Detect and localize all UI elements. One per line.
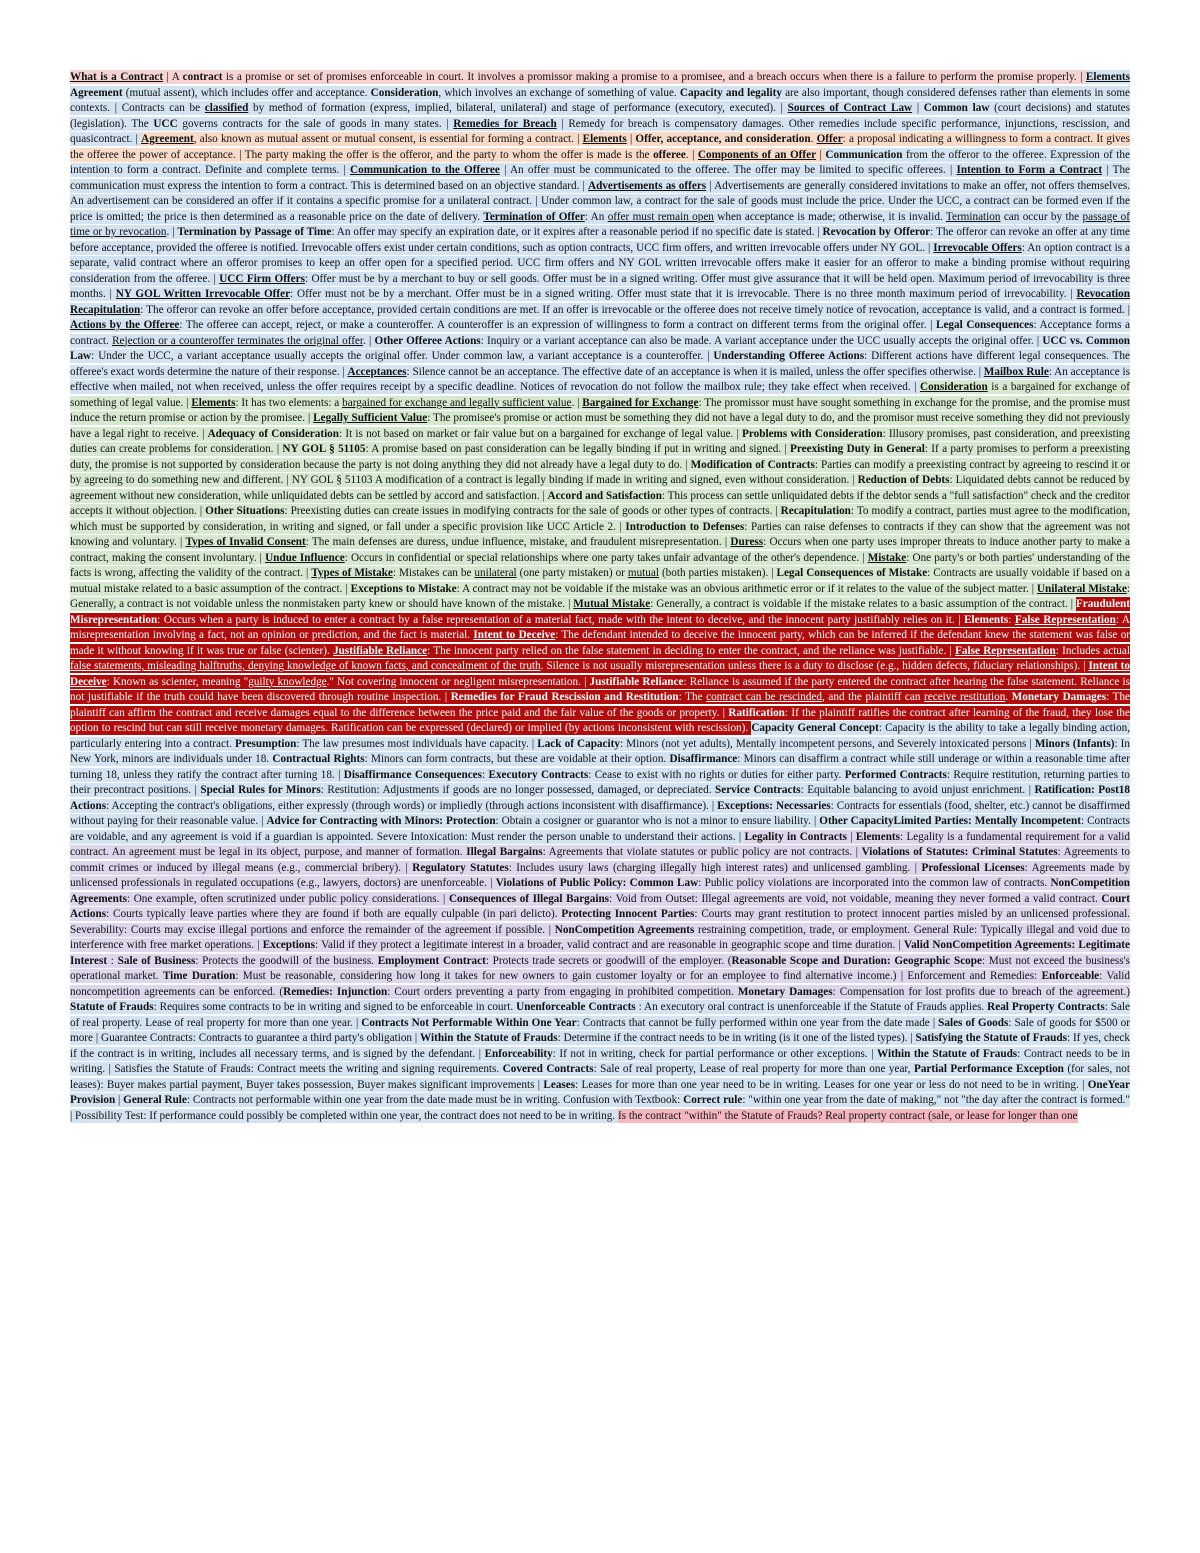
section-heading: Professional Licenses <box>921 861 1025 874</box>
body-text: : Contracts are voidable, and any agreement is void if a guardian is appointed. Severe Intoxication: Must render the person unable to understand their actions. | <box>70 815 1130 843</box>
body-text: : The promisee's promise or action must be something they did not have a legal duty to do, and the promisor must receive something they did not previously have a legal right to receive. | <box>70 412 1130 440</box>
body-text: : An option contract is a separate, valid contract where an offeror promises to keep an offer open for a specified period. UCC firm offers and NY GOL written irrevocable offers make it easier for an offeror to make a binding promise without requiring consideration from the offeree. | <box>70 241 1131 285</box>
body-text: : a proposal indicating a willingness to form a contract. It gives the offeree the power of acceptance. | The party making the offer is the offeror, and the party to whom the offer is made is the <box>70 133 1130 161</box>
section-heading: Adequacy of Consideration <box>207 427 339 440</box>
body-text: : Valid if they protect a legitimate interest in a broader, valid contract and are reasonable in geographic scope and time duration. | <box>314 939 905 951</box>
body-text: : Capacity is the ability to take a legally binding action, particularly entering into a contract. <box>70 722 1131 750</box>
section-heading: Consideration <box>919 381 988 393</box>
section-heading: Mutual Mistake <box>573 598 651 610</box>
body-text: are also important, though considered defenses rather than elements in some contexts. | Contracts can be <box>70 86 1131 114</box>
body-text: : Inquiry or a variant acceptance can also be made. A variant acceptance under the UCC usually accepts the original offer. | <box>480 334 1043 347</box>
section-heading: Introduction to Defenses <box>625 520 745 533</box>
body-text: : Includes usury laws (charging illegally high interest rates) and unlicensed gambling. | <box>508 861 922 874</box>
body-text: passage of time or by revocation <box>70 210 1130 238</box>
section-heading: Communication to the Offeree <box>350 164 500 176</box>
section-heading: NonCompetition Agreements <box>554 923 695 936</box>
section-heading: False Representation <box>955 644 1056 657</box>
section-heading: Statute of Frauds <box>70 1001 154 1013</box>
section-heading: Sources of Contract Law <box>787 102 913 114</box>
body-text: , and the plaintiff can <box>822 691 925 703</box>
body-text: bargained for exchange and legally sufficient value <box>342 396 572 409</box>
section-heading: Lack of Capacity <box>537 737 620 750</box>
body-text: receive restitution <box>924 691 1006 703</box>
body-text: , also known as mutual assent or mutual consent, is essential for forming a contract. | <box>193 133 583 145</box>
section-heading: Regulatory Statutes <box>412 861 509 874</box>
section-heading: Performed Contracts <box>844 768 947 781</box>
highlighted-section <box>70 597 1130 735</box>
body-text: mutual <box>627 567 659 579</box>
body-text: : Silence cannot be an acceptance. The effective date of an acceptance is when it is mailed, unless the offer specifies otherwise. | <box>406 365 984 378</box>
section-heading: Acceptances <box>347 365 407 378</box>
body-text: : Requires some contracts to be in writing and signed to be enforceable in court. <box>153 1001 517 1013</box>
section-heading: Termination of Offer <box>483 210 585 223</box>
section-heading: Sales of Goods <box>938 1016 1009 1029</box>
section-heading: Covered Contracts <box>502 1063 594 1075</box>
body-text: : Includes actual <box>1055 644 1130 657</box>
body-text: : A contract may not be voidable if the mistake was an obvious arithmetic error or if it relates to the value of the subject matter. | <box>456 582 1037 595</box>
section-heading: Elements <box>191 396 236 409</box>
section-heading: Intent to Deceive <box>473 629 556 641</box>
body-text: : A misrepresentation involving a fact, not an opinion or prediction, and the fact is material. <box>70 613 1130 641</box>
body-text: | <box>912 102 924 114</box>
body-text: : An acceptance is effective when mailed, not when received, unless the offer requires receipt by a specific deadline. Notices of revocation do not follow the mailbox rule; they take effect when received. | <box>70 365 1130 393</box>
body-text: : One party's or both parties' understanding of the facts is wrong, affecting the validity of the contract. | <box>70 551 1130 579</box>
section-heading: Enforceable <box>1041 970 1100 982</box>
body-text: : Minors can form contracts, but these are voidable at their option. <box>364 753 670 765</box>
section-heading: Elements <box>855 830 901 843</box>
section-heading: Executory Contracts <box>488 768 589 781</box>
body-text: : "within one year from the date of making," not "the day after the contract is formed." | Possibility Test: If performance could possibly be completed within one year, the contract does not need to be in writing. <box>70 1094 1130 1122</box>
body-text: | Remedy for breach is compensatory damages. Other remedies include specific performance, injunctions, rescission, and quasicontract. | <box>70 117 1130 145</box>
body-text: : The innocent party relied on the false statement in deciding to enter the contract, and the reliance was justifiable. | <box>427 644 956 657</box>
body-text: : Valid noncompetition agreements can be enforced. ( <box>70 970 1131 998</box>
body-text: : Court orders preventing a party from engaging in prohibited competition. <box>387 985 738 998</box>
body-text: : Must not exceed the business's operational market. <box>70 954 1130 982</box>
body-text: : Courts may grant restitution to protect innocent parties misled by an unlicensed professional. Severability: Courts may excise illegal portions and enforce the remainder of the agreement if possible. | <box>70 908 1130 936</box>
body-text: | <box>816 148 826 161</box>
highlighted-section <box>70 1000 1130 1123</box>
highlighted-section <box>70 70 1086 84</box>
body-text: : Under the UCC, a variant acceptance usually accepts the original offer. Under common law, a variant acceptance is a counteroffer. | <box>91 350 714 362</box>
section-heading: False Representation <box>1014 613 1116 626</box>
section-heading: Mistake <box>867 551 907 564</box>
body-text: | The communication must express the intention to form a contract. This is determined based on an objective standard. | <box>70 164 1131 192</box>
section-heading: Intent to Deceive <box>70 660 1130 688</box>
section-heading: General Concept <box>797 722 879 734</box>
section-heading: Remedies: Injunction <box>283 985 388 998</box>
body-text: . | <box>685 148 698 161</box>
body-text: can occur by the <box>1000 210 1083 223</box>
body-text: unilateral <box>474 567 517 579</box>
section-heading: Recapitulation <box>780 505 851 517</box>
highlighted-section <box>70 830 1130 999</box>
body-text: : If the plaintiff ratifies the contract after learning of the fraud, they lose the option to rescind but can still receive monetary damages. Ratification can be expressed (declared) or implied (by actions inconsistent with rescission). <box>70 706 1130 734</box>
body-text: | An offer must be communicated to the offeree. The offer may be limited to specific offerees. | <box>499 164 957 176</box>
body-text: : A promise based on past consideration can be legally binding if put in writing and signed. | <box>365 443 791 455</box>
section-heading: Ratification <box>728 706 785 719</box>
body-text: Rejection or a counteroffer terminates the original offer <box>112 334 364 347</box>
section-heading: Ratification: Post18 Actions <box>70 784 1130 812</box>
section-heading: Problems with Consideration <box>742 427 883 440</box>
body-text: : Acceptance forms a contract. <box>70 319 1131 347</box>
section-heading: contract <box>182 71 223 83</box>
body-text: (for sales, not leases): Buyer makes partial payment, Buyer takes possession, Buyer makes significant improvements | <box>70 1063 1130 1091</box>
body-text: : The <box>678 691 707 703</box>
body-text: : Contracts for essentials (food, shelter, etc.) cannot be disaffirmed without paying for their reasonable value. | <box>70 799 1130 827</box>
body-text: : Generally, a contract is not voidable unless the nonmistaken party knew or should have known of the mistake. | <box>70 582 1130 610</box>
body-text: : Occurs in confidential or special relationships where one party takes unfair advantage of the other's dependence. | <box>344 551 868 564</box>
body-text: is a promise or set of promises enforceable in court. It involves a promissor making a promise to a promisee, and a breach occurs when there is a failure to perform the promise properly. | <box>222 71 1086 83</box>
section-heading: Mailbox Rule <box>983 365 1049 378</box>
section-heading: Special Rules for Minors <box>200 784 321 796</box>
body-text: : Occurs when one party uses improper threats to induce another party to make a contract, making the consent involuntary. | <box>70 536 1130 564</box>
body-text: : Public policy violations are incorporated into the common law of contracts. <box>698 877 1051 889</box>
section-heading: Preexisting Duty in General <box>790 443 925 455</box>
section-heading: Common law <box>923 102 990 114</box>
body-text: | <box>846 830 856 843</box>
section-heading: Employment Contract <box>377 954 486 967</box>
section-heading: Intention to Form a Contract <box>956 164 1103 176</box>
body-text: : Courts typically leave parties where they are found if both are equally culpable (in pari delicto). <box>106 908 562 920</box>
body-text: : It has two elements: a <box>235 396 343 409</box>
body-text: : Accepting the contract's obligations, either expressly (through words) or impliedly (through actions inconsistent with disaffirmance). | <box>106 799 718 812</box>
body-text: : Must be reasonable, considering how long it takes for new owners to gain customer loyalty or for an employee to find alternative income.) | Enforcement and Remedies: <box>235 970 1042 982</box>
section-heading: Reasonable Scope and Duration: Geographic Scope <box>731 954 982 967</box>
section-heading: Revocation by Offeror <box>822 226 931 238</box>
section-heading: Other Situations <box>205 505 285 517</box>
section-heading: Legality in Contracts <box>744 830 847 843</box>
body-text: when acceptance is made; otherwise, it is invalid. <box>713 210 946 223</box>
body-text: governs contracts for the sale of goods in many states. | <box>177 117 454 130</box>
body-text: Termination <box>945 210 1001 223</box>
section-heading: Minors (Infants) <box>1034 737 1115 750</box>
body-text: . <box>810 133 817 145</box>
section-heading: Correct rule <box>683 1094 743 1106</box>
section-heading: Within the Statute of Frauds <box>420 1032 558 1044</box>
section-heading: Leases <box>543 1078 576 1091</box>
body-text: by method of formation (express, implied, bilateral, unilateral) and stage of performance (executory, executed). | <box>248 102 788 114</box>
body-text: : An <box>584 210 608 223</box>
body-text: : The law presumes most individuals have capacity. | <box>296 737 538 750</box>
body-text: : Cease to exist with no rights or duties for either party. <box>588 768 845 781</box>
section-heading: Legally Sufficient Value <box>313 412 428 424</box>
body-text: : Protects trade secrets or goodwill of the employer. ( <box>485 954 732 967</box>
section-heading: Fraudulent Misrepresentation <box>70 598 1130 626</box>
body-text: : Reliance is assumed if the party entered the contract after hearing the false statement. Reliance is not justifiable if the truth could have been discovered through routine inspection. | <box>70 675 1130 703</box>
highlighted-section <box>618 1109 1078 1123</box>
section-heading: Agreement <box>70 86 123 99</box>
body-text: : Obtain a cosigner or guarantor who is not a minor to ensure liability. | <box>495 815 820 827</box>
body-text: : Require restitution, returning parties to their precontract positions. | <box>70 768 1131 796</box>
body-text: : The promissor must have sought something in exchange for the promise, and the promise must induce the return promise or action by the promisee. | <box>70 396 1131 424</box>
body-text: : Known as scienter, meaning " <box>106 675 249 688</box>
section-heading: Actions by the Offeree <box>70 319 180 331</box>
body-text: : An offer may specify an expiration date, or it expires after a reasonable period if no specific date is stated. | <box>331 226 823 238</box>
body-text: : The plaintiff can affirm the contract and receive damages equal to the difference between the price paid and the fair value of the goods or property. | <box>70 691 1131 719</box>
body-text: | Advertisements are generally considered invitations to make an offer, not offers themselves. An advertisement can be considered an offer if it contains a specific promise for a unilateral contract. | Under common law, a contract for the sale of goods must include the price. Under the UCC, a contract can be formed even if the price is omitted; the price is then determined as a reasonable price on the date of delivery. <box>70 179 1131 223</box>
section-heading: Exceptions: Necessaries <box>717 799 831 812</box>
body-text: : Compensation for lost profits due to breach of the agreement.) <box>832 985 1131 998</box>
section-heading: Components of an Offer <box>697 148 817 161</box>
section-heading: UCC Firm Offers <box>219 272 305 285</box>
section-heading: Real Property Contracts <box>987 1001 1105 1013</box>
section-heading: offeree <box>653 148 686 161</box>
section-heading: Advertisements as offers <box>587 179 707 192</box>
section-heading: Other CapacityLimited Parties: Mentally Incompetent <box>819 815 1081 827</box>
body-text: : Contracts that cannot be fully performed within one year from the date made | <box>576 1016 939 1029</box>
section-heading: Capacity <box>751 722 795 734</box>
body-text: Is the contract "within" the Statute of Frauds? Real property contract (sale, or lease for longer than one <box>617 1109 1078 1122</box>
section-heading: classified <box>204 102 249 114</box>
body-text: contract can be rescinded <box>706 691 822 703</box>
body-text: . | <box>571 396 583 409</box>
section-heading: Valid NonCompetition Agreements: Legitimate Interest <box>70 939 1130 967</box>
section-heading: Remedies for Breach <box>453 117 557 130</box>
body-text: offer must remain open <box>607 210 714 223</box>
body-text: (mutual assent), which includes offer and acceptance. <box>122 86 371 99</box>
section-heading: Consequences of Illegal Bargains <box>448 892 610 905</box>
section-heading: Modification of Contracts <box>690 458 815 471</box>
section-heading: What is a Contract <box>70 71 164 83</box>
body-text: : Parties can raise defenses to contracts if they can show that the agreement was not knowing and voluntary. | <box>70 520 1131 548</box>
section-heading: Elements <box>964 613 1009 626</box>
section-heading: Termination by Passage of Time <box>177 226 332 238</box>
body-text: false statements, misleading halftruths, denying knowledge of known facts, and concealment of the truth <box>70 660 541 672</box>
body-text: : <box>107 954 118 967</box>
section-heading: Remedies for Fraud Rescission and Restitution <box>450 691 679 703</box>
body-text: : To modify a contract, parties must agree to the modification, which must be supported by consideration, in writing and signed, or fall under a specific provision like UCC Article 2. | <box>70 505 1130 533</box>
body-text: : If not in writing, check for partial performance or other exceptions. | <box>552 1047 877 1060</box>
section-heading: Justifiable Reliance <box>589 675 684 688</box>
section-heading: Consideration <box>370 86 439 99</box>
body-text: is a bargained for exchange of something of legal value. | <box>70 381 1130 409</box>
section-heading: Bargained for Exchange <box>582 396 699 409</box>
body-text: : Offer must be by a merchant to buy or sell goods. Offer must be in a signed writing. Offer must give assurance that it will be held open. Maximum period of irrevocability is three months. | <box>70 272 1130 300</box>
section-heading: Partial Performance Exception <box>914 1063 1064 1075</box>
body-text: : Leases for more than one year need to be in writing. Leases for one year or less do not need to be in writing. | <box>575 1078 1088 1091</box>
section-heading: NonCompetition Agreements <box>70 877 1131 905</box>
section-heading: Understanding Offeree Actions <box>713 350 865 362</box>
section-heading: Justifiable Reliance <box>333 644 428 657</box>
body-text: ." Not covering innocent or negligent misrepresentation. | <box>326 675 590 688</box>
section-heading: Monetary Damages <box>737 985 833 998</box>
body-text: : <box>1008 613 1015 626</box>
section-heading: Communication <box>825 148 903 161</box>
section-heading: Capacity and legality <box>679 86 782 99</box>
body-text: : Minors (not yet adults), Mentally incompetent persons, and Severely intoxicated persons | <box>619 737 1035 750</box>
section-heading: Offer <box>816 133 843 145</box>
section-heading: General Rule <box>123 1094 187 1106</box>
section-heading: Undue Influence <box>265 551 345 564</box>
body-text: : The offeror can revoke an offer before acceptance, provided certain conditions are met. If an offer is irrevocable or the offeree does not receive timely notice of revocation, acceptance is valid, and a contract is formed. | <box>140 303 1130 316</box>
section-heading: Legal Consequences <box>936 319 1034 331</box>
section-heading: Satisfying the Statute of Frauds <box>915 1032 1067 1044</box>
body-text: (both parties mistaken). | <box>658 567 777 579</box>
body-text: : <box>482 768 489 781</box>
body-text: : The main defenses are duress, undue influence, mistake, and fraudulent misrepresentation. | <box>305 536 731 548</box>
body-text: : Sale of real property, Lease of real property for more than one year, <box>593 1063 914 1075</box>
section-heading: Contracts Not Performable Within One Year <box>361 1016 577 1029</box>
section-heading: Disaffirmance <box>669 753 738 765</box>
section-heading: Violations of Public Policy: Common Law <box>495 877 699 889</box>
body-text: : Protects the goodwill of the business. <box>195 954 378 967</box>
section-heading: Reduction of Debts <box>857 474 950 486</box>
body-text: (court decisions) and statutes (legislation). The <box>70 102 1130 130</box>
section-heading: Agreement <box>141 133 194 145</box>
body-text: : Contracts are usually voidable if based on a mutual mistake related to a basic assumption of the contract. | <box>70 567 1130 595</box>
body-text: : Sale of real property. Lease of real property for more than one year. | <box>70 1001 1130 1029</box>
body-text: : Determine if the contract needs to be in writing (is it one of the listed types). | <box>557 1032 916 1044</box>
body-text: from the offeror to the offeree. Expression of the intention to form a contract. Definite and complete terms. | <box>70 148 1130 176</box>
body-text: : Liquidated debts cannot be reduced by agreement without new consideration, while unliquidated debts can be settled by accord and satisfaction. | <box>70 474 1130 502</box>
body-text: : Equitable balancing to avoid unjust enrichment. | <box>800 784 1035 796</box>
body-text: : Contracts not performable within one year from the date made must be in writing. Confusion with Textbook: <box>186 1094 684 1106</box>
body-text: . Silence is not usually misrepresentation unless there is a duty to disclose (e.g., hidden defects, fiduciary relationships). | <box>540 660 1089 672</box>
highlighted-section <box>70 148 1130 395</box>
body-text: : It is not based on market or fair value but on a bargained for exchange of legal value. | <box>339 427 743 440</box>
section-heading: Elements <box>582 133 627 145</box>
section-heading: Illegal Bargains <box>466 846 543 858</box>
body-text: : If a party promises to perform a preexisting duty, the promise is not supported by consideration because the party is not doing anything they did not already have a legal duty to do. | <box>70 443 1130 471</box>
body-text: : Minors can disaffirm a contract while still underage or within a reasonable time after turning 18, unless they ratify the contract after turning 18. | <box>70 753 1130 781</box>
section-heading: Advice for Contracting with Minors: Protection <box>266 815 496 827</box>
body-text: : Illusory promises, past consideration, and preexisting duties can create problems for consideration. | <box>70 427 1130 455</box>
highlighted-section <box>70 721 1130 844</box>
body-text: : Agreements made by unlicensed professionals in regulated occupations (e.g., lawyers, doctors) are unenforceable. | <box>70 861 1130 889</box>
section-heading: Enforceability <box>484 1047 553 1060</box>
body-text: , which involves an exchange of something of value. <box>438 86 680 99</box>
body-text: : Agreements to commit crimes or induced by illegal means (e.g., commercial bribery). | <box>70 846 1131 874</box>
body-text: : If yes, check if the contract is in writing, includes all necessary terms, and is signed by the defendant. | <box>70 1032 1130 1060</box>
section-heading: Irrevocable Offers <box>933 241 1022 254</box>
body-text: | <box>115 1094 124 1106</box>
section-heading: Types of Invalid Consent <box>185 536 306 548</box>
document-page <box>70 70 1130 1124</box>
section-heading: NY GOL Written Irrevocable Offer <box>115 288 291 300</box>
section-heading: Exceptions to Mistake <box>350 582 457 595</box>
body-text: : Occurs when a party is induced to enter a contract by a false representation of a material fact, made with the intent to deceive, and the innocent party justifiably relies on it. | <box>157 613 965 626</box>
body-text: : Agreements that violate statutes or public policy are not contracts. | <box>542 846 862 858</box>
body-text: : Preexisting duties can create issues in modifying contracts for the sale of goods or other types of contracts. | <box>284 505 781 517</box>
body-text: : The offeror can revoke an offer at any time before acceptance, provided the offeree is notified. Irrevocable offers exist under certain conditions, such as option contracts, UCC firm offers, and written irrevocable offers under NY GOL. | <box>70 226 1130 254</box>
body-text: : The defendant intended to deceive the innocent party, which can be inferred if the defendant knew the statement was false or made it without knowing if it was true or false (scienter). <box>70 629 1131 657</box>
section-heading: Sale of Business <box>117 954 196 967</box>
body-text: : This process can settle unliquidated debts if the debtor sends a "full satisfaction" check and the creditor accepts it without objection. | <box>70 489 1130 517</box>
section-heading: Unenforceable Contracts <box>516 1001 636 1013</box>
section-heading: UCC <box>153 117 178 130</box>
body-text: : An executory oral contract is unenforceable if the Statute of Frauds applies. <box>635 1001 988 1013</box>
body-text: | <box>626 133 636 145</box>
section-heading: Accord and Satisfaction <box>547 489 662 502</box>
section-heading: Monetary Damages <box>1011 691 1107 703</box>
body-text: : The offeree can accept, reject, or make a counteroffer. A counteroffer is an expression of willingness to form a contract on different terms from the original offer. | <box>179 319 936 331</box>
section-heading: UCC vs. Common Law <box>70 334 1131 362</box>
section-heading: Duress <box>730 536 764 548</box>
body-text: : Contract needs to be in writing. | Satisfies the Statute of Frauds: Contract meets the writing and signing requirements. <box>70 1047 1130 1075</box>
body-text: | A <box>163 71 183 83</box>
section-heading: Court Actions <box>70 892 1130 920</box>
section-heading: Presumption <box>234 737 297 750</box>
body-text: : Mistakes can be <box>392 567 475 579</box>
section-heading: Exceptions <box>262 939 315 951</box>
section-heading: NY GOL § 51105 <box>282 443 366 455</box>
body-text: guilty knowledge <box>248 675 327 688</box>
body-text: : One example, often scrutinized under public policy considerations. | <box>126 892 449 905</box>
body-text: : Legality is a fundamental requirement for a valid contract. An agreement must be legal in its object, purpose, and manner of formation. <box>70 830 1130 858</box>
section-heading: Violations of Statutes: Criminal Statutes <box>861 846 1058 858</box>
section-heading: Service Contracts <box>715 784 801 796</box>
body-text: : Offer must not be by a merchant. Offer must be in a signed writing. Offer must state that it is irrevocable. There is no three month maximum period of irrevocability. | <box>290 288 1077 300</box>
section-heading: Offer, acceptance, and consideration <box>635 133 811 145</box>
body-text: restraining competition, trade, or employment. General Rule: Typically illegal and void due to interference with free market operations. | <box>70 923 1130 951</box>
body-text: . <box>1005 691 1012 703</box>
section-heading: Unilateral Mistake <box>1036 582 1127 595</box>
section-heading: Contractual Rights <box>272 753 365 765</box>
section-heading: Within the Statute of Frauds <box>876 1047 1018 1060</box>
section-heading: Revocation Recapitulation <box>70 288 1130 316</box>
body-text: . | <box>166 226 178 238</box>
section-heading: Protecting Innocent Parties <box>561 908 695 920</box>
highlighted-section <box>70 380 1130 611</box>
section-heading: Time Duration <box>162 970 236 982</box>
body-text: : In New York, minors are individuals under 18. <box>70 737 1130 765</box>
body-text: : Void from Outset: Illegal agreements are void, not voidable, meaning they never formed a valid contract. <box>609 892 1102 905</box>
section-heading: Other Offeree Actions <box>374 334 481 347</box>
section-heading: Legal Consequences of Mistake <box>776 567 928 579</box>
section-heading: Elements <box>1085 71 1131 83</box>
body-text: : Parties can modify a preexisting contract by agreeing to rescind it or by agreeing to do something new and different. | NY GOL § 51103 A modification of a contract is legally binding if made in writing and signed, even without consideration. | <box>70 458 1130 486</box>
section-heading: Disaffirmance Consequences <box>343 768 482 781</box>
section-heading: OneYear Provision <box>70 1078 1130 1106</box>
body-text: : Restitution: Adjustments if goods are no longer possessed, damaged, or depreciated. <box>320 784 716 796</box>
body-text: : Different actions have different legal consequences. The offeree's exact words determine the nature of their response. | <box>70 350 1130 378</box>
body-text: : Sale of goods for $500 or more | Guarantee Contracts: Contracts to guarantee a third party's obligation | <box>70 1016 1130 1044</box>
body-text: (one party mistaken) or <box>516 567 628 579</box>
section-heading: Types of Mistake <box>311 567 393 579</box>
body-text: . | <box>363 334 375 347</box>
body-text: : Generally, a contract is voidable if the mistake relates to a basic assumption of the contract. | <box>650 598 1076 610</box>
